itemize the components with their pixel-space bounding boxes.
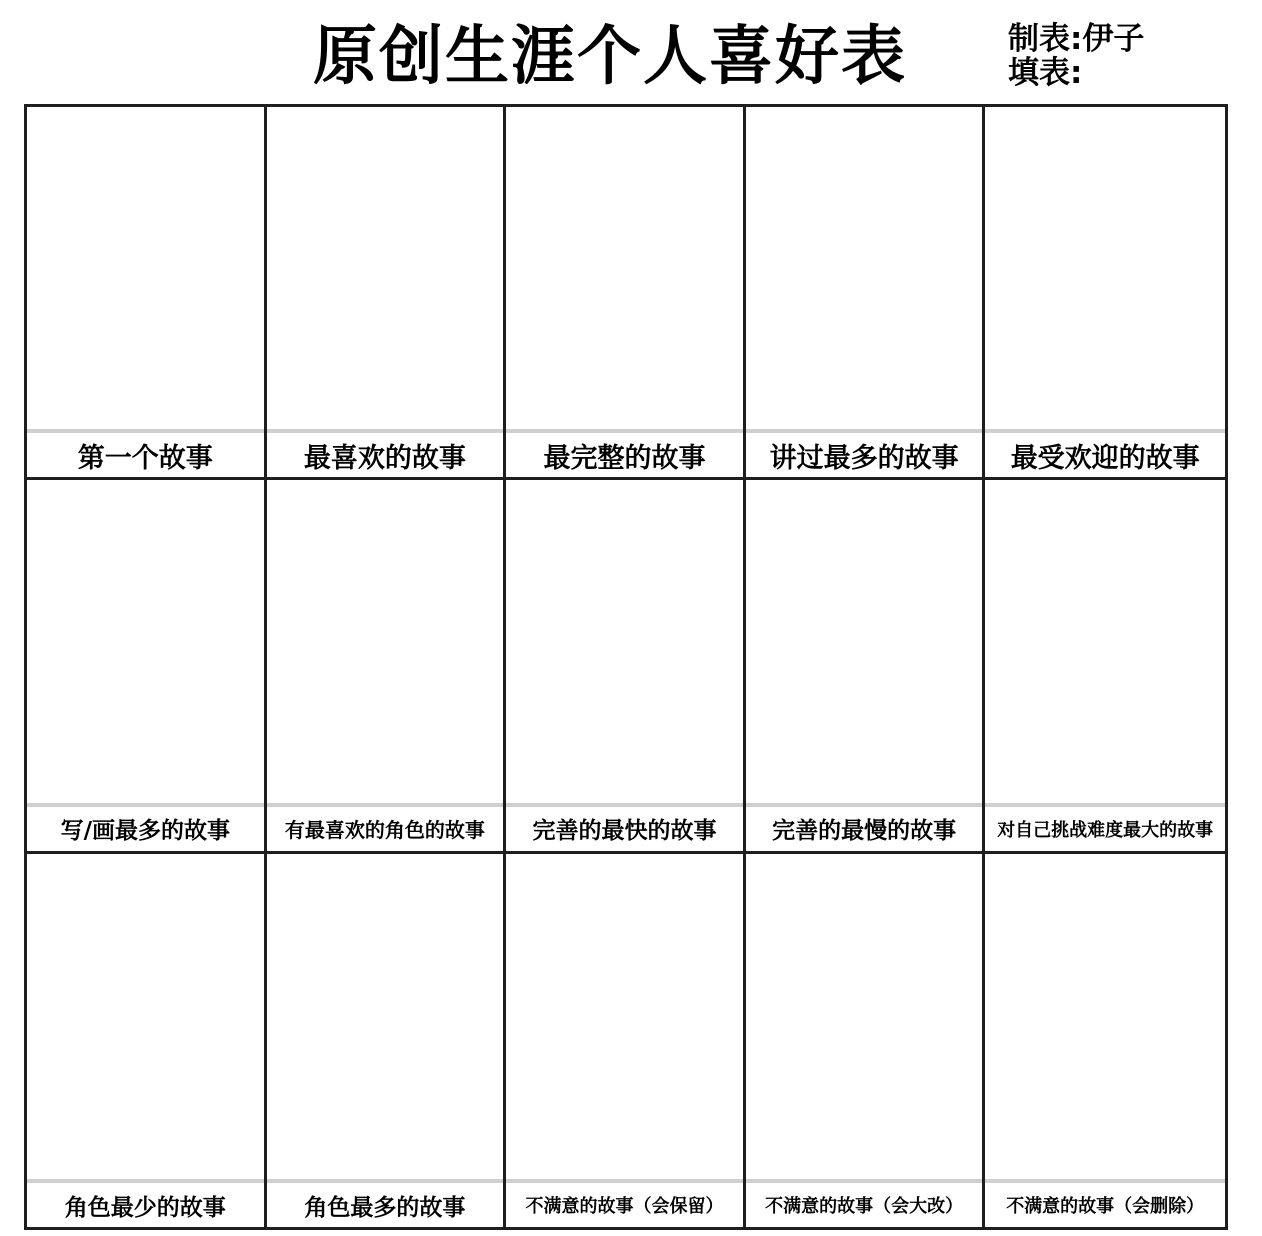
grid-cell — [985, 107, 1225, 480]
fill-area[interactable] — [746, 107, 983, 431]
grid-cell — [985, 480, 1225, 853]
grid-cell — [506, 854, 746, 1227]
cell-label: 最喜欢的故事 — [267, 429, 504, 477]
fill-area[interactable] — [506, 854, 743, 1178]
fill-area[interactable] — [267, 854, 504, 1178]
filler-label: 填表: — [1008, 55, 1083, 91]
grid-cell — [267, 107, 507, 480]
grid-cell — [746, 107, 986, 480]
cell-label: 最完整的故事 — [506, 429, 743, 477]
fill-area[interactable] — [506, 107, 743, 431]
maker-label: 制表: — [1008, 21, 1083, 57]
fill-area[interactable] — [985, 854, 1225, 1178]
grid-cell — [27, 854, 267, 1227]
grid-cell — [985, 854, 1225, 1227]
cell-label: 完善的最快的故事 — [506, 803, 743, 851]
preference-grid — [24, 104, 1228, 1230]
fill-area[interactable] — [985, 480, 1225, 804]
grid-cell — [746, 480, 986, 853]
grid-cell — [506, 107, 746, 480]
fill-area[interactable] — [985, 107, 1225, 431]
fill-area[interactable] — [27, 107, 264, 431]
cell-label: 写/画最多的故事 — [27, 803, 264, 851]
cell-label: 最受欢迎的故事 — [985, 429, 1225, 477]
fill-area[interactable] — [506, 480, 743, 804]
cell-label: 第一个故事 — [27, 429, 264, 477]
grid-cell — [267, 854, 507, 1227]
grid-cell — [267, 480, 507, 853]
form-meta — [1008, 22, 1248, 90]
cell-label: 角色最少的故事 — [27, 1179, 264, 1227]
cell-label: 角色最多的故事 — [267, 1179, 504, 1227]
grid-cell — [27, 107, 267, 480]
maker-row — [1008, 22, 1248, 56]
fill-area[interactable] — [27, 854, 264, 1178]
fill-area[interactable] — [267, 107, 504, 431]
cell-label: 完善的最慢的故事 — [746, 803, 983, 851]
grid-cell — [27, 480, 267, 853]
page-title: 原创生涯个人喜好表 — [313, 20, 907, 94]
grid-cell — [506, 480, 746, 853]
filler-row — [1008, 56, 1248, 90]
maker-value: 伊子 — [1082, 21, 1145, 57]
cell-label: 不满意的故事（会大改） — [746, 1179, 983, 1227]
cell-label: 讲过最多的故事 — [746, 429, 983, 477]
grid-cell — [746, 854, 986, 1227]
fill-area[interactable] — [746, 854, 983, 1178]
fill-area[interactable] — [267, 480, 504, 804]
fill-area[interactable] — [746, 480, 983, 804]
fill-area[interactable] — [27, 480, 264, 804]
cell-label: 有最喜欢的角色的故事 — [267, 803, 504, 851]
cell-label: 不满意的故事（会保留） — [506, 1179, 743, 1227]
cell-label: 不满意的故事（会删除） — [985, 1179, 1225, 1227]
cell-label: 对自己挑战难度最大的故事 — [985, 803, 1225, 851]
